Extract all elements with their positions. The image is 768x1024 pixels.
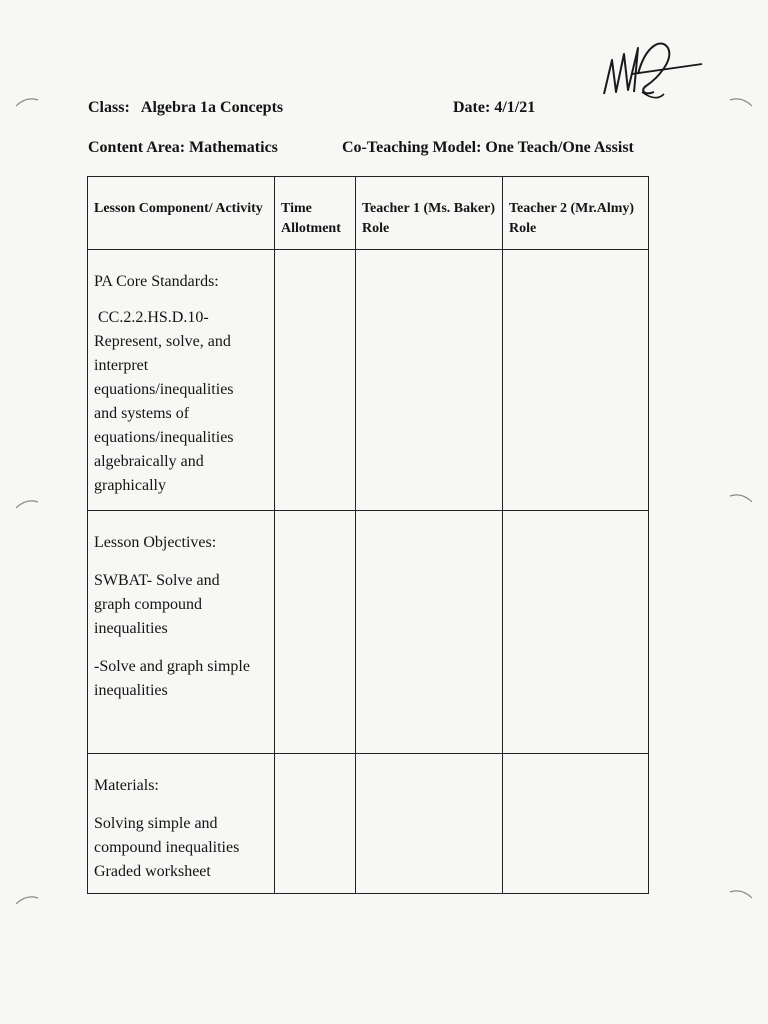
coteaching-label: Co-Teaching Model: (342, 139, 482, 156)
date-line (453, 99, 535, 117)
punch-hole-mark (728, 490, 754, 504)
class-label: Class: (88, 99, 130, 116)
materials-line: compound inequalities (94, 839, 240, 856)
materials-line: Graded worksheet (94, 863, 211, 880)
class-line (88, 99, 283, 117)
column-header-time-allotment: Time Allotment (275, 177, 356, 250)
time-allotment-cell (275, 250, 356, 511)
objectives-line: -Solve and graph simple (94, 658, 250, 675)
teacher-2-role-cell (503, 754, 649, 894)
content-area-line (88, 139, 278, 157)
table-row (88, 250, 649, 511)
coteaching-line (342, 139, 634, 157)
standards-line: equations/inequalities (94, 381, 234, 398)
content-area-value: Mathematics (189, 139, 278, 156)
teacher-2-role-cell (503, 250, 649, 511)
standards-cell (88, 250, 275, 511)
punch-hole-mark (14, 892, 40, 906)
standards-line: Represent, solve, and (94, 333, 231, 350)
punch-hole-mark (728, 886, 754, 900)
standards-line: equations/inequalities (94, 429, 234, 446)
time-allotment-cell (275, 511, 356, 754)
teacher-2-role-cell (503, 511, 649, 754)
teacher-1-role-cell (356, 250, 503, 511)
column-header-teacher-2-role: Teacher 2 (Mr.Almy) Role (503, 177, 649, 250)
objectives-line: graph compound (94, 596, 202, 613)
column-header-teacher-1-role: Teacher 1 (Ms. Baker) Role (356, 177, 503, 250)
coteaching-value: One Teach/One Assist (485, 139, 634, 156)
standards-line: CC.2.2.HS.D.10- (98, 309, 209, 326)
objectives-line: SWBAT- Solve and (94, 572, 220, 589)
handwritten-initials-signature (598, 34, 708, 106)
punch-hole-mark (14, 496, 40, 510)
table-header-row (88, 177, 649, 250)
standards-line: algebraically and (94, 453, 204, 470)
column-header-lesson-component: Lesson Component/ Activity (88, 177, 275, 250)
objectives-cell (88, 511, 275, 754)
objectives-line: inequalities (94, 682, 168, 699)
table-row (88, 754, 649, 894)
objectives-line: inequalities (94, 620, 168, 637)
lesson-plan-table (87, 176, 649, 894)
teacher-1-role-cell (356, 754, 503, 894)
standards-line: interpret (94, 357, 149, 374)
time-allotment-cell (275, 754, 356, 894)
objectives-heading: Lesson Objectives: (94, 534, 217, 551)
standards-line: and systems of (94, 405, 190, 422)
date-value: 4/1/21 (494, 99, 536, 116)
class-value: Algebra 1a Concepts (140, 99, 284, 116)
materials-cell (88, 754, 275, 894)
table-row (88, 511, 649, 754)
standards-heading: PA Core Standards: (94, 273, 219, 290)
date-label: Date: (453, 99, 491, 116)
standards-line: graphically (94, 477, 166, 494)
punch-hole-mark (14, 94, 40, 108)
materials-line: Solving simple and (94, 815, 218, 832)
materials-heading: Materials: (94, 777, 159, 794)
punch-hole-mark (728, 94, 754, 108)
content-area-label: Content Area: (88, 139, 186, 156)
teacher-1-role-cell (356, 511, 503, 754)
